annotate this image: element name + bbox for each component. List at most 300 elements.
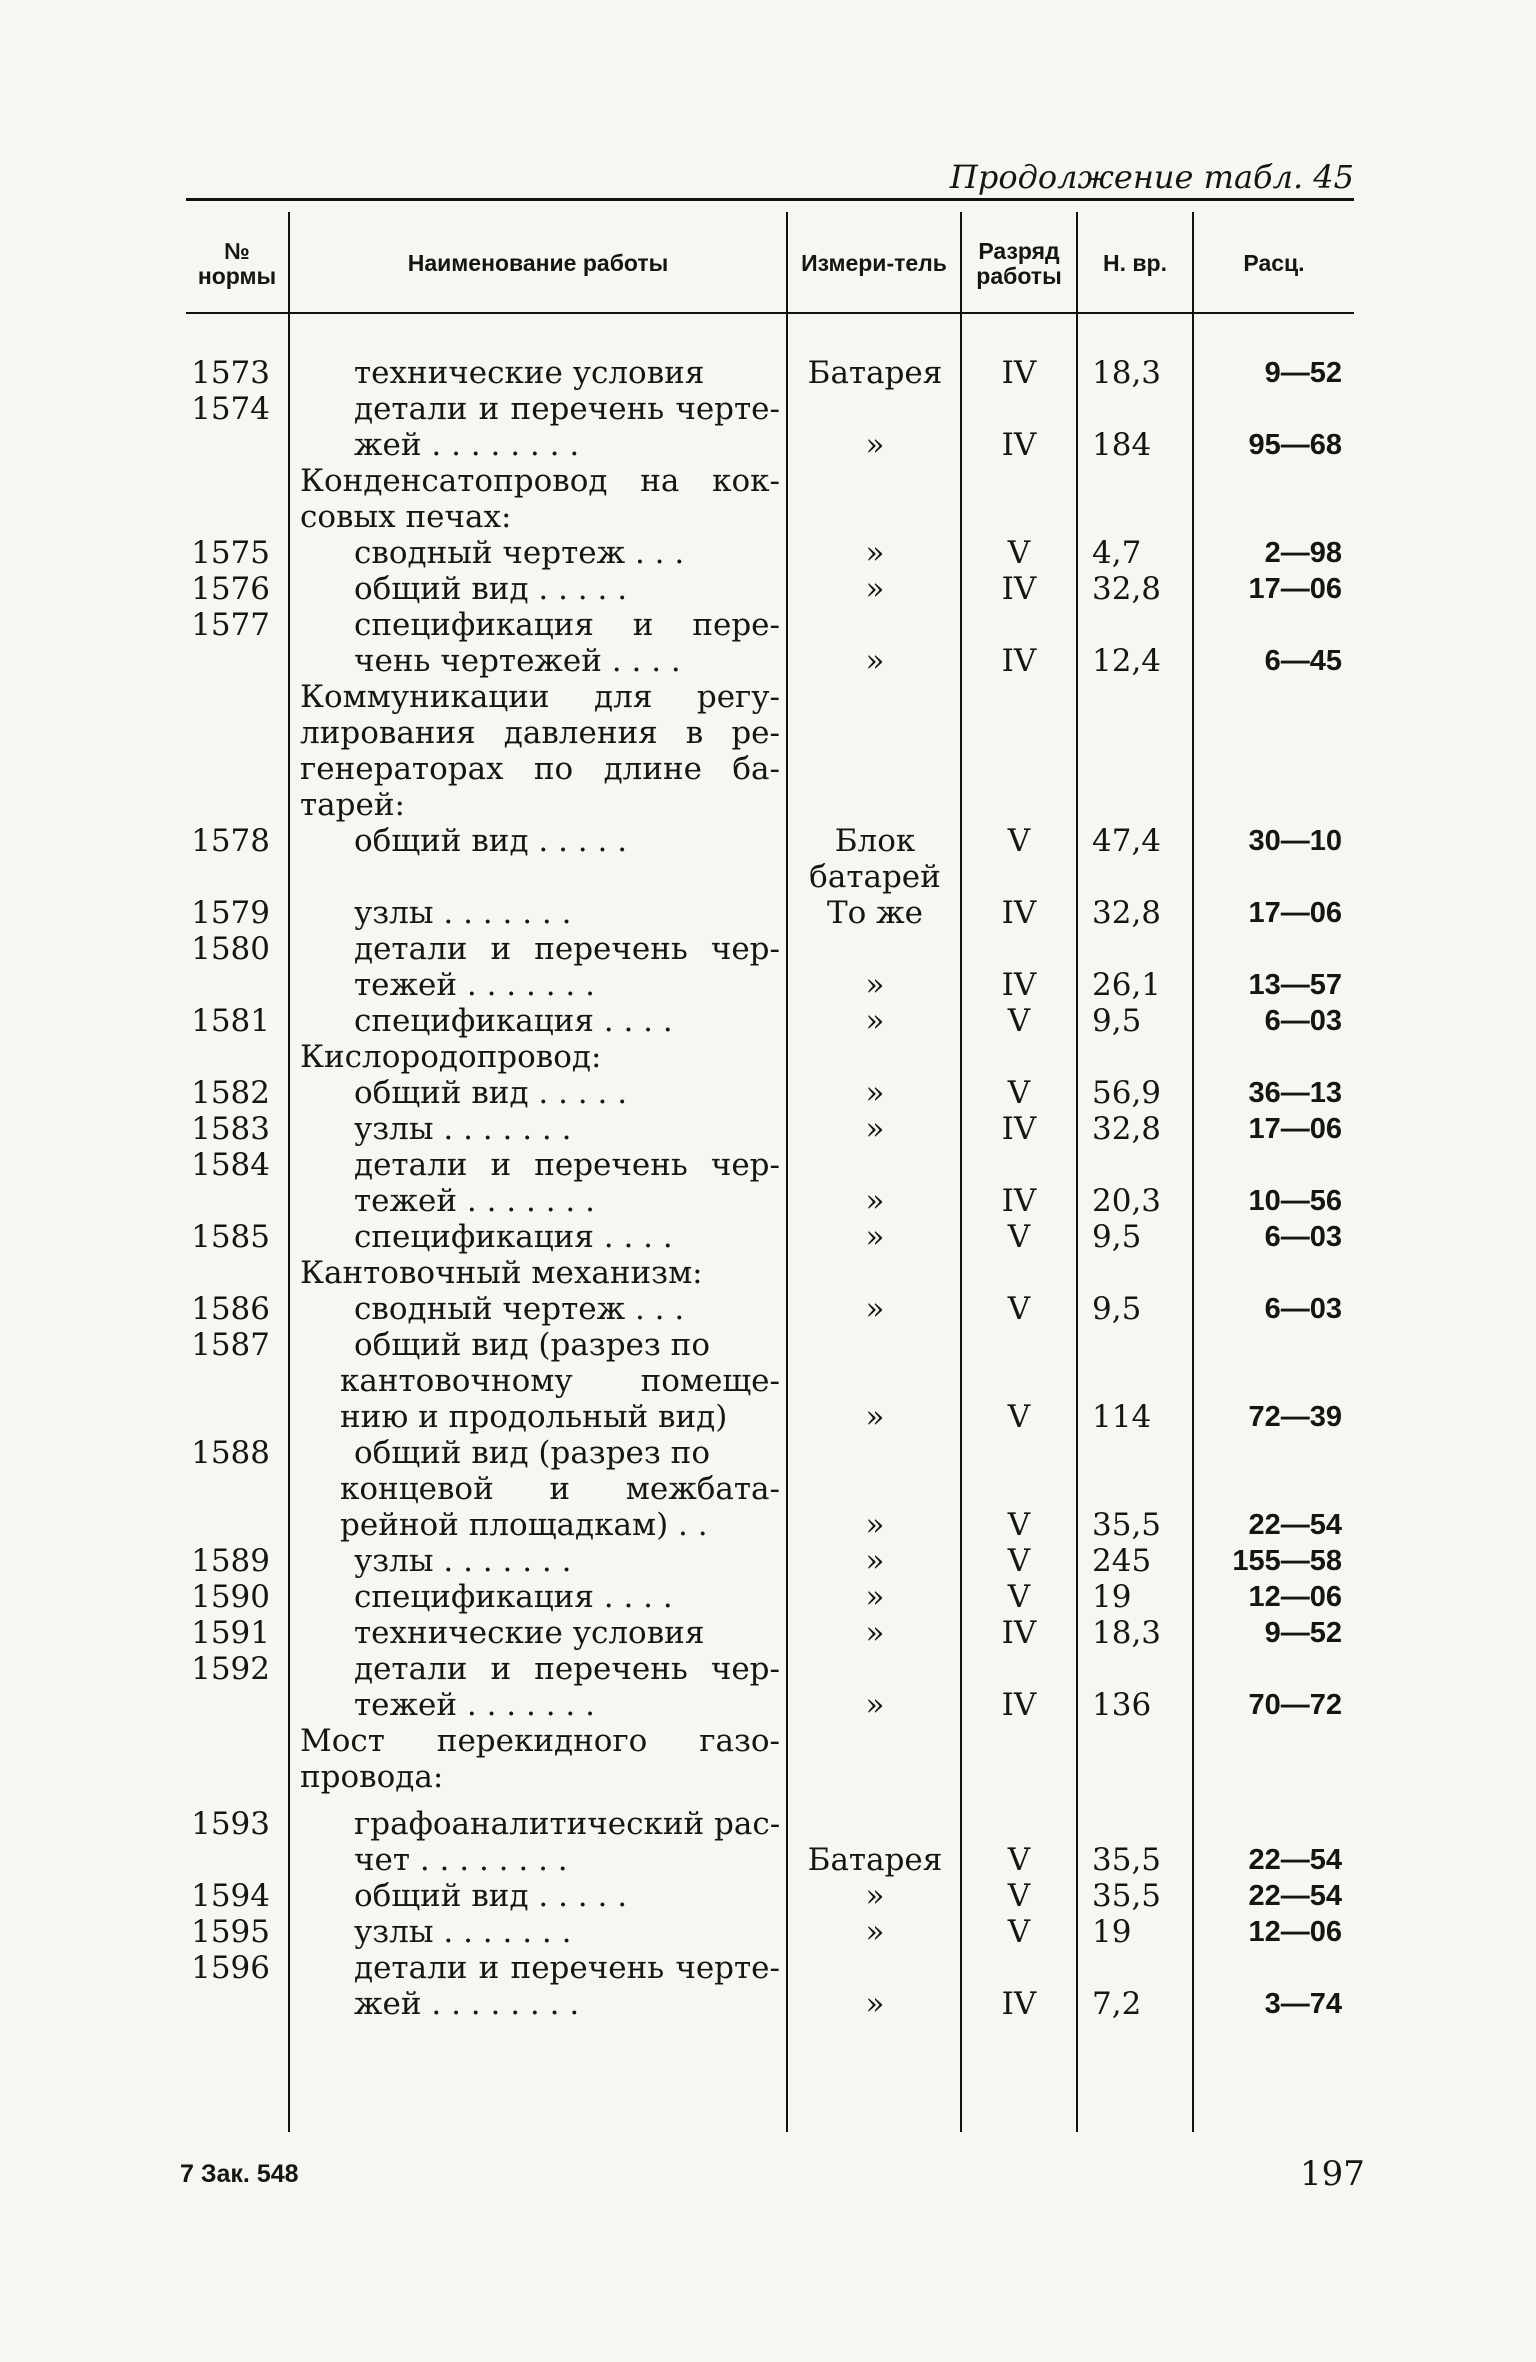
row-number: [186, 967, 270, 1003]
unit-of-measure: »: [865, 427, 885, 463]
time-norm: [1080, 1723, 1202, 1759]
work-grade: IV: [1001, 1986, 1037, 2022]
rate-value: 17—06: [1248, 573, 1342, 605]
row-number: 1585: [191, 1219, 270, 1255]
unit-of-measure: [790, 1723, 960, 1759]
time-norm: 7,2: [1092, 1986, 1142, 2022]
unit-of-measure: [790, 1651, 960, 1687]
time-norm: [1080, 1651, 1202, 1687]
row-number: 1596: [191, 1950, 270, 1986]
table-row: [0, 607, 1536, 643]
time-norm: [1080, 787, 1202, 823]
work-grade: [964, 607, 1074, 643]
work-name: Кислородопровод:: [300, 1039, 602, 1075]
rate-value: 155—58: [1232, 1545, 1342, 1577]
work-name: чет . . . . . . . .: [354, 1842, 568, 1878]
table-row: [0, 1111, 1536, 1147]
rate-value: [1196, 931, 1342, 967]
time-norm: 19: [1092, 1579, 1132, 1615]
work-name: Конденсатопровод на кок-: [300, 463, 780, 499]
row-number: 1589: [191, 1543, 270, 1579]
table-row: [0, 787, 1536, 823]
rate-value: 6—03: [1264, 1005, 1342, 1037]
time-norm: [1080, 607, 1202, 643]
table-row: [0, 1651, 1536, 1687]
time-norm: 114: [1092, 1399, 1152, 1435]
table-row: [0, 427, 1536, 463]
time-norm: 35,5: [1092, 1507, 1162, 1543]
row-number: 1573: [191, 355, 270, 391]
time-norm: [1080, 1950, 1202, 1986]
time-norm: 20,3: [1092, 1183, 1162, 1219]
rate-value: [1196, 1435, 1342, 1471]
rate-value: 22—54: [1248, 1844, 1342, 1876]
row-number: [186, 1399, 270, 1435]
printer-note: 7 Зак. 548: [180, 2160, 299, 2188]
table-row: [0, 463, 1536, 499]
unit-of-measure: [790, 1255, 960, 1291]
unit-of-measure: То же: [826, 895, 924, 931]
unit-of-measure: »: [865, 1507, 885, 1543]
time-norm: [1080, 1471, 1202, 1507]
rate-value: [1196, 859, 1342, 895]
table-row: [0, 1003, 1536, 1039]
rate-value: [1196, 499, 1342, 535]
unit-of-measure: »: [865, 1914, 885, 1950]
table-row: [0, 1687, 1536, 1723]
rate-value: [1196, 1147, 1342, 1183]
time-norm: 12,4: [1092, 643, 1162, 679]
table-row: [0, 1363, 1536, 1399]
work-grade: [964, 1723, 1074, 1759]
unit-of-measure: [790, 1471, 960, 1507]
time-norm: [1080, 859, 1202, 895]
rate-value: 13—57: [1248, 969, 1342, 1001]
time-norm: [1080, 1147, 1202, 1183]
table-row: [0, 1075, 1536, 1111]
table-row: [0, 1806, 1536, 1842]
time-norm: [1080, 391, 1202, 427]
work-name: спецификация . . . .: [354, 1003, 673, 1039]
row-number: 1579: [191, 895, 270, 931]
table-row: [0, 1039, 1536, 1075]
rate-value: 9—52: [1264, 357, 1342, 389]
row-number: 1594: [191, 1878, 270, 1914]
work-name: общий вид . . . . .: [354, 1878, 628, 1914]
table-row: [0, 823, 1536, 859]
rate-value: [1196, 679, 1342, 715]
work-name: чень чертежей . . . .: [354, 643, 681, 679]
table-row: [0, 355, 1536, 391]
table-row: [0, 1842, 1536, 1878]
header-unit: Измери-тель: [801, 250, 947, 277]
time-norm: [1080, 1435, 1202, 1471]
work-name: детали и перечень чер-: [354, 931, 780, 967]
time-norm: 19: [1092, 1914, 1132, 1950]
unit-of-measure: [790, 1363, 960, 1399]
time-norm: 9,5: [1092, 1291, 1142, 1327]
unit-of-measure: »: [865, 535, 885, 571]
work-grade: V: [1007, 535, 1031, 571]
rate-value: [1196, 463, 1342, 499]
rate-value: 17—06: [1248, 897, 1342, 929]
row-number: [186, 1039, 270, 1075]
work-grade: V: [1007, 1842, 1031, 1878]
row-number: [186, 1986, 270, 2022]
time-norm: [1080, 715, 1202, 751]
row-number: [186, 643, 270, 679]
table-row: [0, 715, 1536, 751]
work-grade: [964, 931, 1074, 967]
row-number: [186, 1687, 270, 1723]
work-grade: IV: [1001, 643, 1037, 679]
work-name: тежей . . . . . . .: [354, 967, 595, 1003]
unit-of-measure: »: [865, 1219, 885, 1255]
row-number: [186, 1255, 270, 1291]
work-name: сводный чертеж . . .: [354, 535, 685, 571]
row-number: [186, 859, 270, 895]
unit-of-measure: »: [865, 1183, 885, 1219]
work-grade: IV: [1001, 571, 1037, 607]
time-norm: 35,5: [1092, 1878, 1162, 1914]
work-grade: IV: [1001, 427, 1037, 463]
header-time: Н. вр.: [1103, 250, 1167, 277]
table-row: [0, 1615, 1536, 1651]
time-norm: 4,7: [1092, 535, 1142, 571]
work-grade: V: [1007, 1291, 1031, 1327]
work-name: узлы . . . . . . .: [354, 1914, 572, 1950]
rate-value: [1196, 1759, 1342, 1795]
unit-of-measure: [790, 463, 960, 499]
work-grade: [964, 1039, 1074, 1075]
row-number: 1586: [191, 1291, 270, 1327]
work-grade: IV: [1001, 895, 1037, 931]
work-grade: [964, 1435, 1074, 1471]
unit-of-measure: »: [865, 1003, 885, 1039]
unit-of-measure: »: [865, 1111, 885, 1147]
unit-of-measure: [790, 1759, 960, 1795]
work-name: узлы . . . . . . .: [354, 1543, 572, 1579]
table-row: [0, 679, 1536, 715]
time-norm: 18,3: [1092, 355, 1162, 391]
work-name: рейной площадкам) . .: [340, 1507, 708, 1543]
work-grade: IV: [1001, 1615, 1037, 1651]
header-grade: Разряд работы: [976, 237, 1062, 289]
work-name: концевой и межбата-: [340, 1471, 780, 1507]
rate-value: [1196, 1255, 1342, 1291]
table-row: [0, 391, 1536, 427]
table-row: [0, 535, 1536, 571]
work-grade: V: [1007, 823, 1031, 859]
work-name: детали и перечень черте-: [354, 391, 780, 427]
row-number: [186, 1759, 270, 1795]
work-name: общий вид (разрез по: [354, 1327, 710, 1363]
work-name: узлы . . . . . . .: [354, 1111, 572, 1147]
unit-of-measure: [790, 679, 960, 715]
unit-of-measure: Батарея: [807, 355, 943, 391]
work-grade: [964, 1950, 1074, 1986]
work-grade: V: [1007, 1003, 1031, 1039]
work-grade: V: [1007, 1878, 1031, 1914]
unit-of-measure: Блок: [834, 823, 916, 859]
rate-value: [1196, 715, 1342, 751]
work-grade: [964, 679, 1074, 715]
header-rate: Расц.: [1243, 250, 1305, 277]
table-row: [0, 571, 1536, 607]
row-number: [186, 1471, 270, 1507]
table-row: [0, 1579, 1536, 1615]
page-number: 197: [1300, 2154, 1365, 2194]
unit-of-measure: [790, 1039, 960, 1075]
work-grade: V: [1007, 1219, 1031, 1255]
row-number: [186, 1363, 270, 1399]
work-name: графоаналитический рас-: [354, 1806, 780, 1842]
work-grade: [964, 499, 1074, 535]
rate-value: [1196, 607, 1342, 643]
table-row: [0, 1291, 1536, 1327]
work-name: совых печах:: [300, 499, 512, 535]
time-norm: [1080, 1255, 1202, 1291]
unit-of-measure: »: [865, 643, 885, 679]
work-grade: IV: [1001, 1183, 1037, 1219]
unit-of-measure: [790, 1950, 960, 1986]
table-row: [0, 1399, 1536, 1435]
unit-of-measure: [790, 1327, 960, 1363]
work-name: сводный чертеж . . .: [354, 1291, 685, 1327]
table-row: [0, 1327, 1536, 1363]
time-norm: 32,8: [1092, 895, 1162, 931]
table-row: [0, 499, 1536, 535]
work-grade: [964, 1759, 1074, 1795]
work-name: узлы . . . . . . .: [354, 895, 572, 931]
row-number: [186, 1183, 270, 1219]
work-name: общий вид (разрез по: [354, 1435, 710, 1471]
work-name: общий вид . . . . .: [354, 1075, 628, 1111]
work-name: спецификация . . . .: [354, 1579, 673, 1615]
rate-value: 70—72: [1248, 1689, 1342, 1721]
rate-value: 36—13: [1248, 1077, 1342, 1109]
row-number: 1584: [191, 1147, 270, 1183]
unit-of-measure: [790, 1806, 960, 1842]
time-norm: [1080, 1039, 1202, 1075]
unit-of-measure: Батарея: [807, 1842, 943, 1878]
work-grade: V: [1007, 1075, 1031, 1111]
work-grade: V: [1007, 1399, 1031, 1435]
work-name: Мост перекидного газо-: [300, 1723, 780, 1759]
rate-value: 22—54: [1248, 1509, 1342, 1541]
work-name: Кантовочный механизм:: [300, 1255, 703, 1291]
unit-of-measure: [790, 607, 960, 643]
row-number: 1581: [191, 1003, 270, 1039]
unit-of-measure: [790, 751, 960, 787]
work-name: спецификация и пере-: [354, 607, 780, 643]
time-norm: [1080, 1759, 1202, 1795]
work-name: общий вид . . . . .: [354, 823, 628, 859]
table-row: [0, 1219, 1536, 1255]
table-row: [0, 859, 1536, 895]
time-norm: 32,8: [1092, 571, 1162, 607]
unit-of-measure: »: [865, 1399, 885, 1435]
rate-value: [1196, 787, 1342, 823]
rate-value: 30—10: [1248, 825, 1342, 857]
time-norm: [1080, 1363, 1202, 1399]
work-name: жей . . . . . . . .: [354, 427, 580, 463]
unit-of-measure: »: [865, 1291, 885, 1327]
header-name: Наименование работы: [407, 250, 669, 277]
time-norm: [1080, 679, 1202, 715]
work-grade: [964, 1651, 1074, 1687]
work-grade: V: [1007, 1507, 1031, 1543]
table-row: [0, 1435, 1536, 1471]
unit-of-measure: [790, 1435, 960, 1471]
unit-of-measure: [790, 931, 960, 967]
rate-value: 3—74: [1264, 1988, 1342, 2020]
work-grade: [964, 1363, 1074, 1399]
work-name: общий вид . . . . .: [354, 571, 628, 607]
work-name: тарей:: [300, 787, 405, 823]
rate-value: 12—06: [1248, 1581, 1342, 1613]
unit-of-measure: »: [865, 1579, 885, 1615]
time-norm: 26,1: [1092, 967, 1162, 1003]
unit-of-measure: »: [865, 1075, 885, 1111]
row-number: 1578: [191, 823, 270, 859]
rate-value: 72—39: [1248, 1401, 1342, 1433]
work-name: детали и перечень чер-: [354, 1147, 780, 1183]
rate-value: 6—03: [1264, 1293, 1342, 1325]
unit-of-measure: »: [865, 571, 885, 607]
work-name: лирования давления в ре-: [300, 715, 780, 751]
time-norm: 47,4: [1092, 823, 1162, 859]
table-row: [0, 1255, 1536, 1291]
work-name: [354, 859, 780, 895]
table-row: [0, 643, 1536, 679]
time-norm: 18,3: [1092, 1615, 1162, 1651]
work-name: технические условия: [354, 355, 705, 391]
time-norm: 9,5: [1092, 1219, 1142, 1255]
unit-of-measure: »: [865, 967, 885, 1003]
table-row: [0, 931, 1536, 967]
rate-value: 22—54: [1248, 1880, 1342, 1912]
unit-of-measure: [790, 499, 960, 535]
table-caption: Продолжение табл. 45: [949, 158, 1354, 196]
rate-value: [1196, 1363, 1342, 1399]
table-header-rule: [186, 312, 1354, 314]
time-norm: 184: [1092, 427, 1152, 463]
rate-value: [1196, 1806, 1342, 1842]
row-number: 1592: [191, 1651, 270, 1687]
work-name: кантовочному помеще-: [340, 1363, 780, 1399]
time-norm: 56,9: [1092, 1075, 1162, 1111]
work-grade: IV: [1001, 355, 1037, 391]
rate-value: [1196, 1327, 1342, 1363]
work-name: нию и продольный вид): [340, 1399, 728, 1435]
unit-of-measure: [790, 787, 960, 823]
table-top-rule: [186, 198, 1354, 201]
row-number: [186, 499, 270, 535]
table-row: [0, 1471, 1536, 1507]
time-norm: [1080, 499, 1202, 535]
row-number: 1591: [191, 1615, 270, 1651]
work-name: генераторах по длине ба-: [300, 751, 780, 787]
row-number: 1577: [191, 607, 270, 643]
row-number: 1588: [191, 1435, 270, 1471]
unit-of-measure: »: [865, 1615, 885, 1651]
rate-value: [1196, 1950, 1342, 1986]
rate-value: [1196, 1723, 1342, 1759]
table-row: [0, 1914, 1536, 1950]
time-norm: 9,5: [1092, 1003, 1142, 1039]
work-grade: [964, 787, 1074, 823]
row-number: 1576: [191, 571, 270, 607]
table-row: [0, 1183, 1536, 1219]
row-number: [186, 751, 270, 787]
work-grade: [964, 463, 1074, 499]
time-norm: 35,5: [1092, 1842, 1162, 1878]
table-row: [0, 1147, 1536, 1183]
work-name: технические условия: [354, 1615, 705, 1651]
work-name: Коммуникации для регу-: [300, 679, 780, 715]
work-grade: [964, 391, 1074, 427]
row-number: [186, 679, 270, 715]
unit-of-measure: »: [865, 1986, 885, 2022]
work-grade: [964, 1806, 1074, 1842]
row-number: 1593: [191, 1806, 270, 1842]
row-number: [186, 463, 270, 499]
table-row: [0, 1507, 1536, 1543]
rate-value: 10—56: [1248, 1185, 1342, 1217]
work-grade: [964, 715, 1074, 751]
row-number: [186, 1723, 270, 1759]
table-row: [0, 1878, 1536, 1914]
row-number: 1582: [191, 1075, 270, 1111]
rate-value: 95—68: [1248, 429, 1342, 461]
row-number: 1587: [191, 1327, 270, 1363]
rate-value: 12—06: [1248, 1916, 1342, 1948]
work-grade: IV: [1001, 1687, 1037, 1723]
work-grade: IV: [1001, 1111, 1037, 1147]
time-norm: [1080, 751, 1202, 787]
work-grade: V: [1007, 1543, 1031, 1579]
row-number: [186, 715, 270, 751]
time-norm: [1080, 1806, 1202, 1842]
unit-of-measure: »: [865, 1543, 885, 1579]
work-grade: [964, 1471, 1074, 1507]
time-norm: [1080, 463, 1202, 499]
rate-value: 9—52: [1264, 1617, 1342, 1649]
table-row: [0, 967, 1536, 1003]
rate-value: [1196, 1651, 1342, 1687]
work-grade: [964, 1255, 1074, 1291]
work-grade: IV: [1001, 967, 1037, 1003]
row-number: 1595: [191, 1914, 270, 1950]
work-grade: V: [1007, 1579, 1031, 1615]
row-number: [186, 427, 270, 463]
table-row: [0, 1950, 1536, 1986]
rate-value: 17—06: [1248, 1113, 1342, 1145]
rate-value: [1196, 1039, 1342, 1075]
work-name: тежей . . . . . . .: [354, 1183, 595, 1219]
row-number: 1575: [191, 535, 270, 571]
rate-value: 6—03: [1264, 1221, 1342, 1253]
work-grade: [964, 1147, 1074, 1183]
time-norm: 32,8: [1092, 1111, 1162, 1147]
work-grade: V: [1007, 1914, 1031, 1950]
unit-of-measure: [790, 391, 960, 427]
row-number: 1583: [191, 1111, 270, 1147]
rate-value: [1196, 391, 1342, 427]
work-name: детали и перечень черте-: [354, 1950, 780, 1986]
work-grade: [964, 751, 1074, 787]
